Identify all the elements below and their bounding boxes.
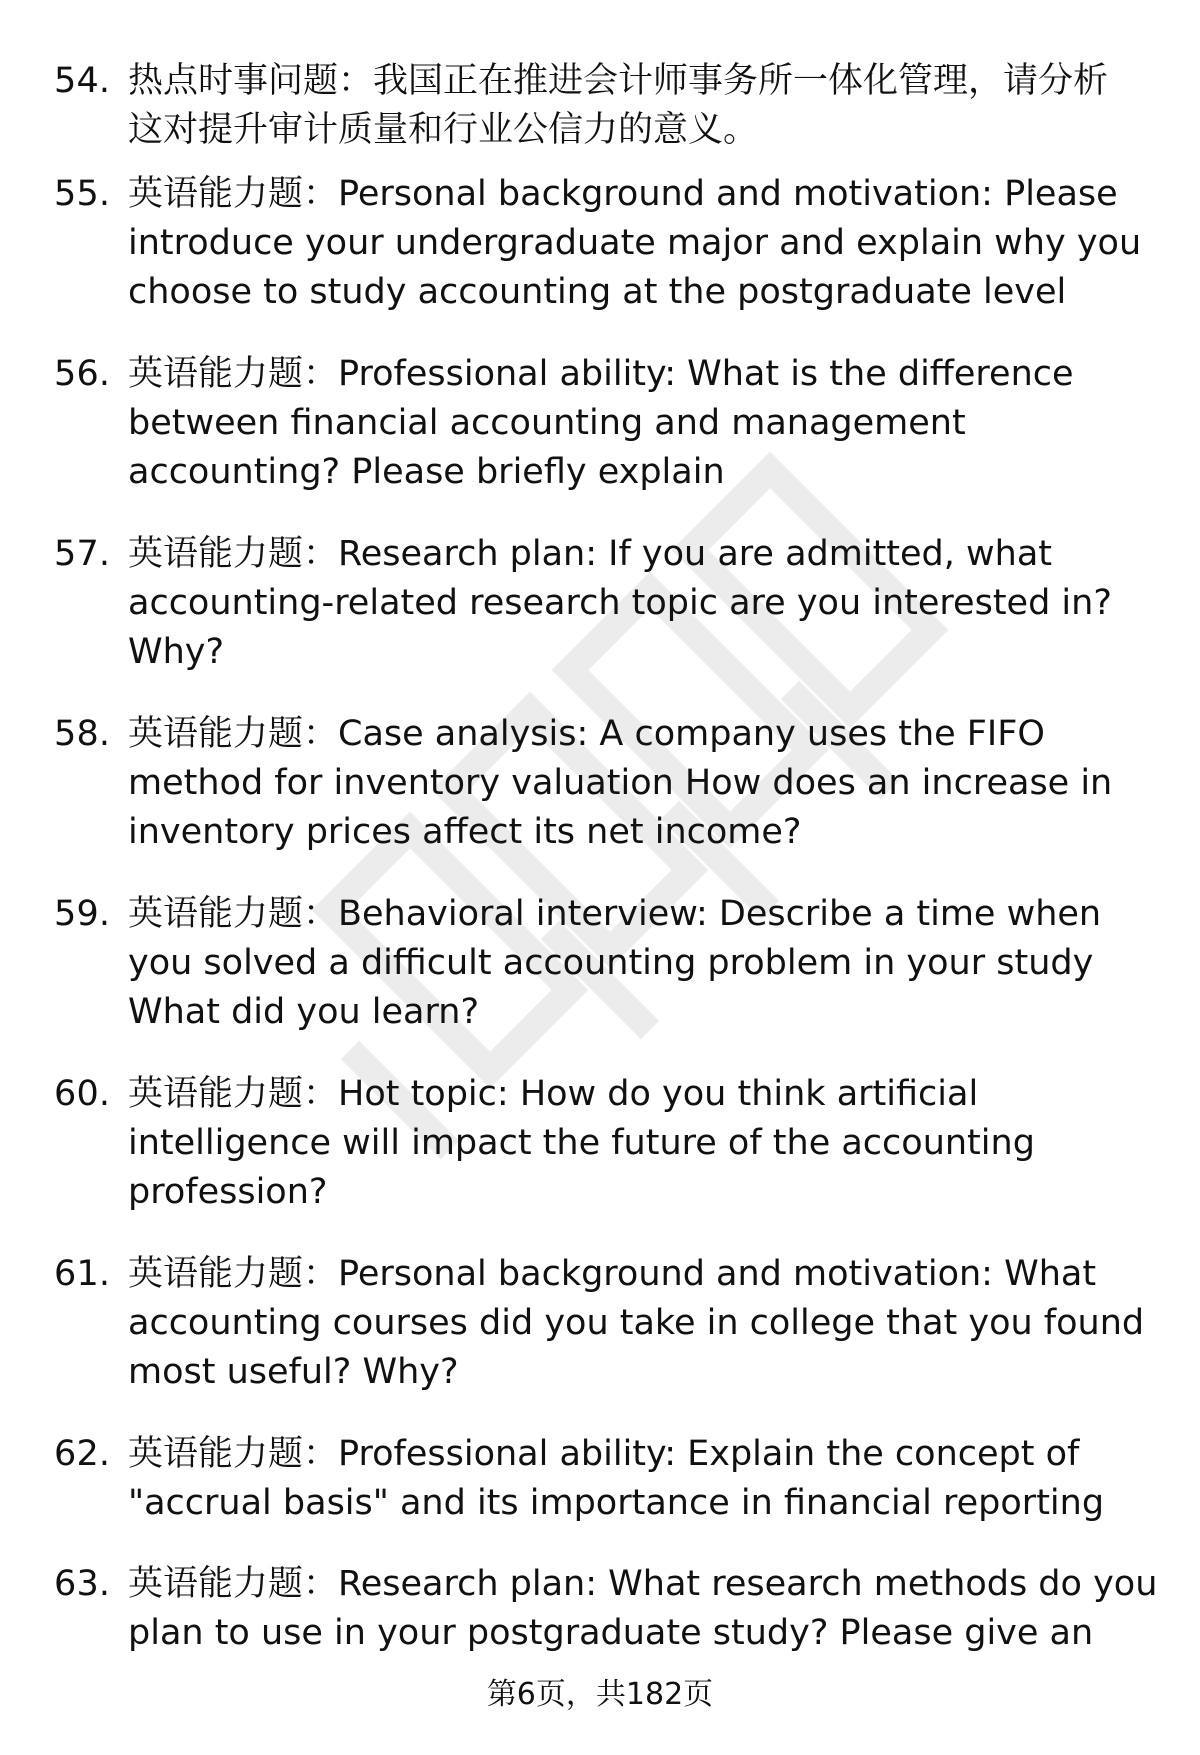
question-line: intelligence will impact the future of the accounting <box>128 1123 1035 1163</box>
question-number: 55. <box>54 174 111 214</box>
question-line: 英语能力题：Behavioral interview: Describe a time when <box>128 894 1102 934</box>
question-line: 英语能力题：Research plan: If you are admitted, what <box>128 534 1052 574</box>
question-line: accounting courses did you take in college that you found <box>128 1303 1145 1343</box>
question-text <box>128 170 1148 317</box>
question-text <box>128 1070 1148 1217</box>
question-text <box>128 57 1148 155</box>
question-number: 61. <box>54 1254 111 1294</box>
question-number: 57. <box>54 534 111 574</box>
question-number: 54. <box>54 61 111 101</box>
question-text <box>128 1560 1158 1658</box>
question-line: method for inventory valuation How does an increase in <box>128 763 1113 803</box>
question-line: "accrual basis" and its importance in financial reporting <box>128 1483 1105 1523</box>
question-line: accounting-related research topic are you interested in? <box>128 583 1112 623</box>
question-line: 英语能力题：Professional ability: What is the difference <box>128 354 1074 394</box>
question-text <box>128 1250 1148 1397</box>
question-line: between financial accounting and management <box>128 403 966 443</box>
question-line: 热点时事问题：我国正在推进会计师事务所一体化管理，请分析 <box>128 61 1109 101</box>
question-line: 英语能力题：Personal background and motivation: What <box>128 1254 1097 1294</box>
question-text <box>128 710 1148 857</box>
question-line: introduce your undergraduate major and explain why you <box>128 223 1142 263</box>
question-number: 56. <box>54 354 111 394</box>
question-line: choose to study accounting at the postgraduate level <box>128 272 1067 312</box>
question-text <box>128 350 1148 497</box>
question-text <box>128 1430 1148 1528</box>
question-number: 58. <box>54 714 111 754</box>
question-number: 59. <box>54 894 111 934</box>
question-number: 63. <box>54 1564 111 1604</box>
question-text <box>128 890 1148 1037</box>
question-line: 英语能力题：Personal background and motivation: Please <box>128 174 1118 214</box>
question-line: accounting? Please briefly explain <box>128 452 725 492</box>
question-text <box>128 530 1148 677</box>
question-line: 英语能力题：Case analysis: A company uses the FIFO <box>128 714 1045 754</box>
question-line: 英语能力题：Professional ability: Explain the concept of <box>128 1434 1080 1474</box>
question-line: 这对提升审计质量和行业公信力的意义。 <box>128 110 759 150</box>
question-line: 英语能力题：Hot topic: How do you think artificial <box>128 1074 979 1114</box>
page-number-label: 第6页，共182页 <box>486 1677 714 1712</box>
question-number: 62. <box>54 1434 111 1474</box>
question-line: Why? <box>128 632 225 672</box>
question-line: What did you learn? <box>128 992 480 1032</box>
question-line: most useful? Why? <box>128 1352 459 1392</box>
page-footer <box>0 1675 1200 1715</box>
question-number: 60. <box>54 1074 111 1114</box>
question-line: profession? <box>128 1172 328 1212</box>
question-line: plan to use in your postgraduate study? Please give an <box>128 1613 1094 1653</box>
question-line: 英语能力题：Research plan: What research methods do you <box>128 1564 1158 1604</box>
question-line: you solved a difficult accounting problem in your study <box>128 943 1094 983</box>
question-line: inventory prices affect its net income? <box>128 812 802 852</box>
